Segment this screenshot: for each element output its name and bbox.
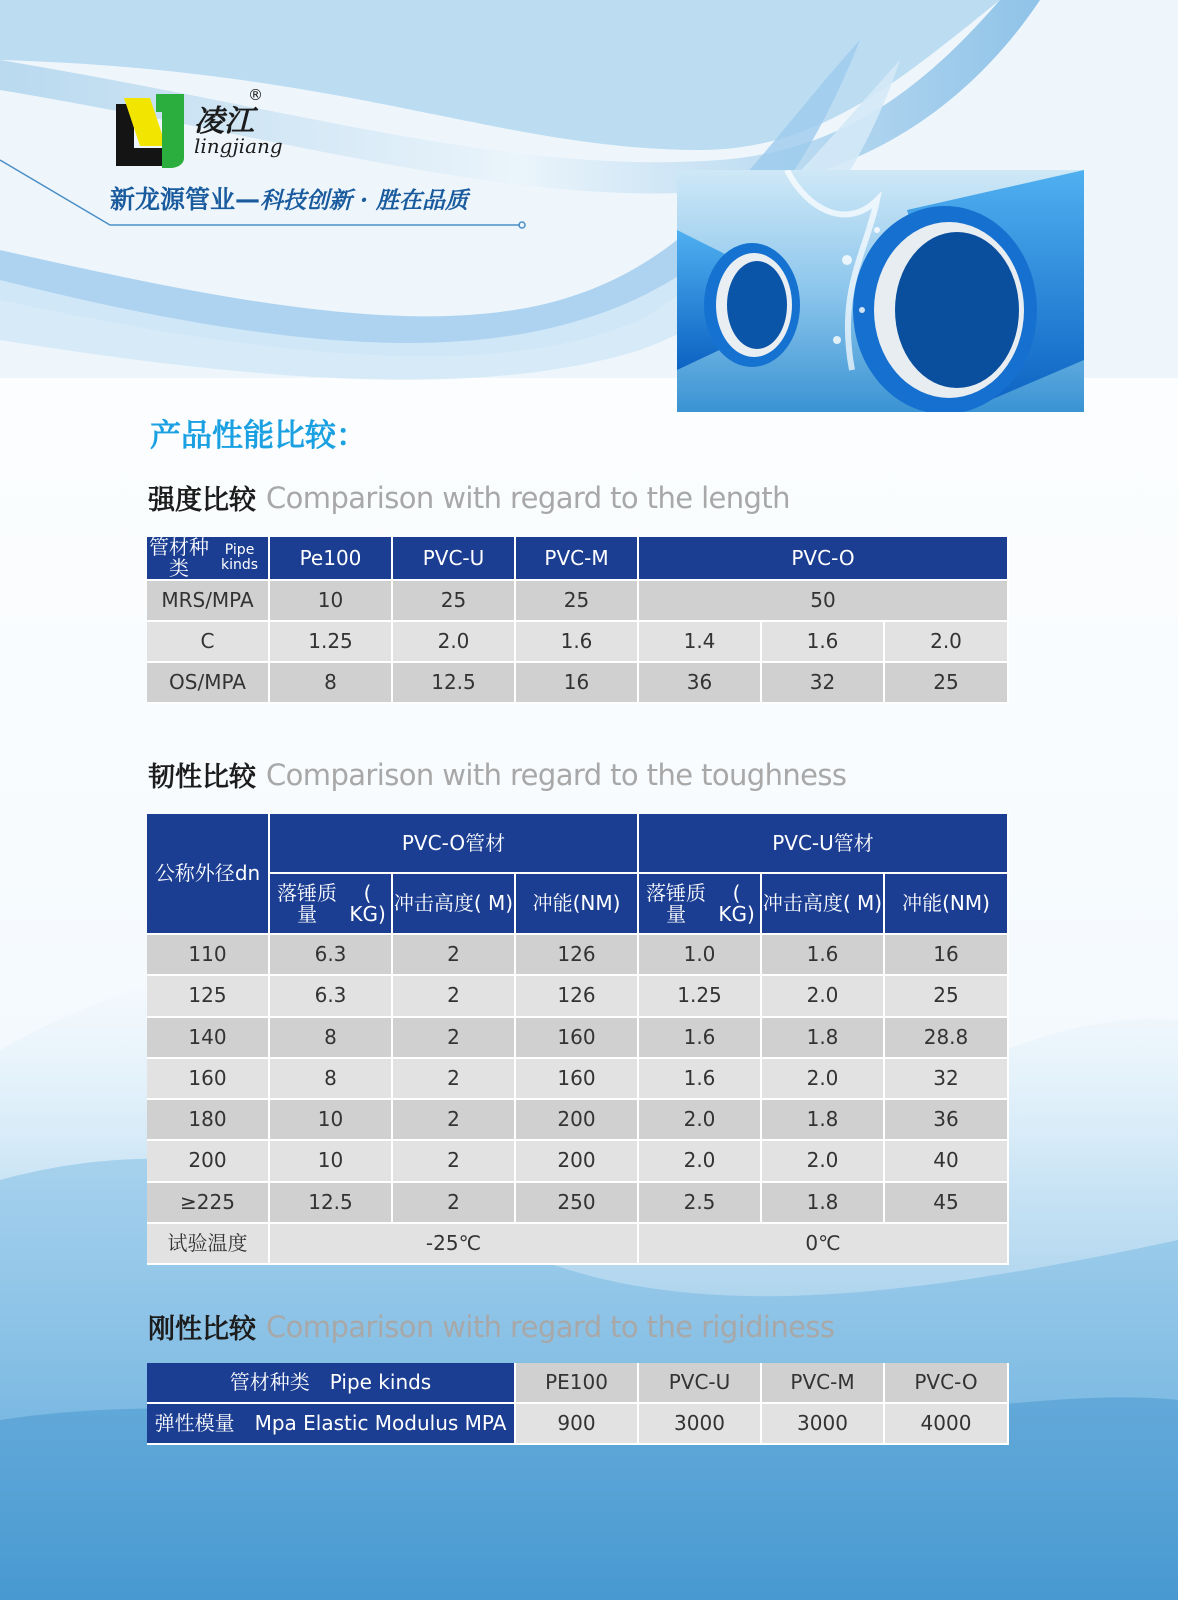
slogan-main: 新龙源管业— <box>110 185 261 214</box>
toughness-cell: 1.0 <box>639 935 762 976</box>
strength-row-label: C <box>147 622 270 663</box>
strength-header-label-en: Pipe kinds <box>221 542 259 573</box>
strength-section-title <box>148 478 790 517</box>
toughness-dn-cell: 160 <box>147 1059 270 1100</box>
toughness-cell: 28.8 <box>885 1018 1009 1059</box>
strength-cell: 1.4 <box>639 622 762 663</box>
toughness-sub-header <box>762 874 885 935</box>
sub-header-cn: 冲能 <box>902 891 943 915</box>
logo-mark-icon <box>110 88 190 168</box>
rigidity-title-en: Comparison with regard to the rigidiness <box>266 1309 835 1344</box>
toughness-cell: 2 <box>393 1183 516 1224</box>
toughness-cell: 16 <box>885 935 1009 976</box>
strength-cell: 2.0 <box>393 622 516 663</box>
toughness-group-pvc-u: PVC-U管材 <box>639 814 1009 874</box>
toughness-cell: 1.6 <box>762 935 885 976</box>
toughness-dn-cell: 125 <box>147 976 270 1017</box>
toughness-cell: 40 <box>885 1141 1009 1182</box>
toughness-cell: 2 <box>393 1018 516 1059</box>
toughness-sub-header <box>885 874 1009 935</box>
toughness-dn-cell: 200 <box>147 1141 270 1182</box>
toughness-cell: 32 <box>885 1059 1009 1100</box>
toughness-cell: 2.0 <box>762 1141 885 1182</box>
toughness-cell: 6.3 <box>270 935 393 976</box>
rigidity-title-cn: 刚性比较 <box>148 1314 256 1345</box>
strength-cell: 36 <box>639 663 762 704</box>
toughness-cell: 2.0 <box>762 976 885 1017</box>
toughness-cell: 6.3 <box>270 976 393 1017</box>
rigidity-header-label: 管材种类 Pipe kinds <box>147 1363 516 1404</box>
sub-header-cn: 落锤质量 <box>646 880 707 926</box>
toughness-cell: 1.6 <box>639 1059 762 1100</box>
strength-cell: 25 <box>393 581 516 622</box>
toughness-cell: 12.5 <box>270 1183 393 1224</box>
toughness-dn-cell: 110 <box>147 935 270 976</box>
sub-header-cn: 冲能 <box>532 891 573 915</box>
rigidity-cell: 4000 <box>885 1404 1009 1445</box>
strength-cell: 50 <box>639 581 1009 622</box>
toughness-cell: 200 <box>516 1141 639 1182</box>
toughness-cell: 2 <box>393 976 516 1017</box>
toughness-cell: 1.8 <box>762 1018 885 1059</box>
strength-cell: 16 <box>516 663 639 704</box>
sub-header-unit: ( KG) <box>349 880 386 926</box>
strength-col-header: PVC-M <box>516 537 639 581</box>
toughness-cell: 2 <box>393 1059 516 1100</box>
toughness-sub-header <box>393 874 516 935</box>
strength-cell: 10 <box>270 581 393 622</box>
sub-header-cn: 落锤质量 <box>277 880 338 926</box>
rigidity-col-header: PVC-U <box>639 1363 762 1404</box>
pipe-product-photo <box>677 170 1084 412</box>
toughness-cell: 160 <box>516 1018 639 1059</box>
toughness-cell: 1.6 <box>639 1018 762 1059</box>
strength-cell: 1.6 <box>762 622 885 663</box>
toughness-cell: 1.25 <box>639 976 762 1017</box>
strength-col-header: PVC-O <box>639 537 1009 581</box>
strength-header-label <box>147 537 270 581</box>
slogan-sub: 科技创新 · 胜在品质 <box>260 187 469 214</box>
toughness-cell: 200 <box>516 1100 639 1141</box>
rigidity-cell: 3000 <box>762 1404 885 1445</box>
toughness-temp-pvc-o: -25℃ <box>270 1224 639 1265</box>
toughness-cell: 126 <box>516 935 639 976</box>
toughness-section-title <box>148 755 846 794</box>
rigidity-section-title <box>148 1307 834 1346</box>
toughness-cell: 2.0 <box>639 1100 762 1141</box>
toughness-cell: 8 <box>270 1018 393 1059</box>
toughness-cell: 2.5 <box>639 1183 762 1224</box>
strength-col-header: Pe100 <box>270 537 393 581</box>
strength-cell: 25 <box>885 663 1009 704</box>
toughness-cell: 250 <box>516 1183 639 1224</box>
strength-col-header: PVC-U <box>393 537 516 581</box>
toughness-cell: 8 <box>270 1059 393 1100</box>
sub-header-unit: ( M) <box>842 891 883 915</box>
toughness-corner-cn: 公称外径 <box>154 861 235 885</box>
toughness-sub-header <box>270 874 393 935</box>
strength-cell: 1.25 <box>270 622 393 663</box>
sub-header-cn: 冲击高度 <box>762 891 843 915</box>
strength-title-en: Comparison with regard to the length <box>266 480 790 515</box>
toughness-cell: 36 <box>885 1100 1009 1141</box>
toughness-sub-header <box>639 874 762 935</box>
sub-header-cn: 冲击高度 <box>393 891 474 915</box>
rigidity-col-header: PVC-M <box>762 1363 885 1404</box>
toughness-cell: 2 <box>393 1141 516 1182</box>
strength-row-label: OS/MPA <box>147 663 270 704</box>
sub-header-unit: ( KG) <box>718 880 755 926</box>
sub-header-unit: (NM) <box>942 891 990 915</box>
toughness-cell: 2 <box>393 935 516 976</box>
toughness-cell: 2.0 <box>639 1141 762 1182</box>
rigidity-cell: 900 <box>516 1404 639 1445</box>
toughness-corner-header <box>147 814 270 935</box>
toughness-temp-pvc-u: 0℃ <box>639 1224 1009 1265</box>
strength-title-cn: 强度比较 <box>148 485 256 516</box>
toughness-dn-cell: 180 <box>147 1100 270 1141</box>
strength-cell: 8 <box>270 663 393 704</box>
strength-row-label: MRS/MPA <box>147 581 270 622</box>
toughness-cell: 10 <box>270 1100 393 1141</box>
rigidity-row-label: 弹性模量 Mpa Elastic Modulus MPA <box>147 1404 516 1445</box>
company-slogan <box>110 180 468 216</box>
toughness-table <box>147 814 1009 1265</box>
logo-english-text: lingjiang <box>194 134 283 158</box>
sub-header-unit: (NM) <box>572 891 621 915</box>
toughness-cell: 160 <box>516 1059 639 1100</box>
sub-header-unit: ( M) <box>473 891 514 915</box>
toughness-cell: 45 <box>885 1183 1009 1224</box>
toughness-corner-en: dn <box>234 861 261 885</box>
logo-chinese-text: 凌江 <box>194 104 254 139</box>
strength-cell: 12.5 <box>393 663 516 704</box>
rigidity-col-header: PE100 <box>516 1363 639 1404</box>
registered-mark: ® <box>248 86 263 104</box>
page-title: 产品性能比较： <box>150 418 367 454</box>
toughness-cell: 2 <box>393 1100 516 1141</box>
strength-cell: 2.0 <box>885 622 1009 663</box>
strength-cell: 32 <box>762 663 885 704</box>
toughness-dn-cell: ≥225 <box>147 1183 270 1224</box>
toughness-dn-cell: 140 <box>147 1018 270 1059</box>
strength-table <box>147 537 1009 704</box>
toughness-cell: 10 <box>270 1141 393 1182</box>
rigidity-table <box>147 1363 1009 1445</box>
toughness-cell: 1.8 <box>762 1100 885 1141</box>
toughness-cell: 126 <box>516 976 639 1017</box>
toughness-sub-header <box>516 874 639 935</box>
toughness-title-cn: 韧性比较 <box>148 762 256 793</box>
strength-cell: 25 <box>516 581 639 622</box>
rigidity-cell: 3000 <box>639 1404 762 1445</box>
strength-header-label-cn: 管材种类 <box>149 535 210 580</box>
toughness-cell: 25 <box>885 976 1009 1017</box>
toughness-cell: 2.0 <box>762 1059 885 1100</box>
rigidity-col-header: PVC-O <box>885 1363 1009 1404</box>
strength-cell: 1.6 <box>516 622 639 663</box>
toughness-group-pvc-o: PVC-O管材 <box>270 814 639 874</box>
toughness-title-en: Comparison with regard to the toughness <box>266 757 847 792</box>
toughness-temp-label: 试验温度 <box>147 1224 270 1265</box>
toughness-cell: 1.8 <box>762 1183 885 1224</box>
